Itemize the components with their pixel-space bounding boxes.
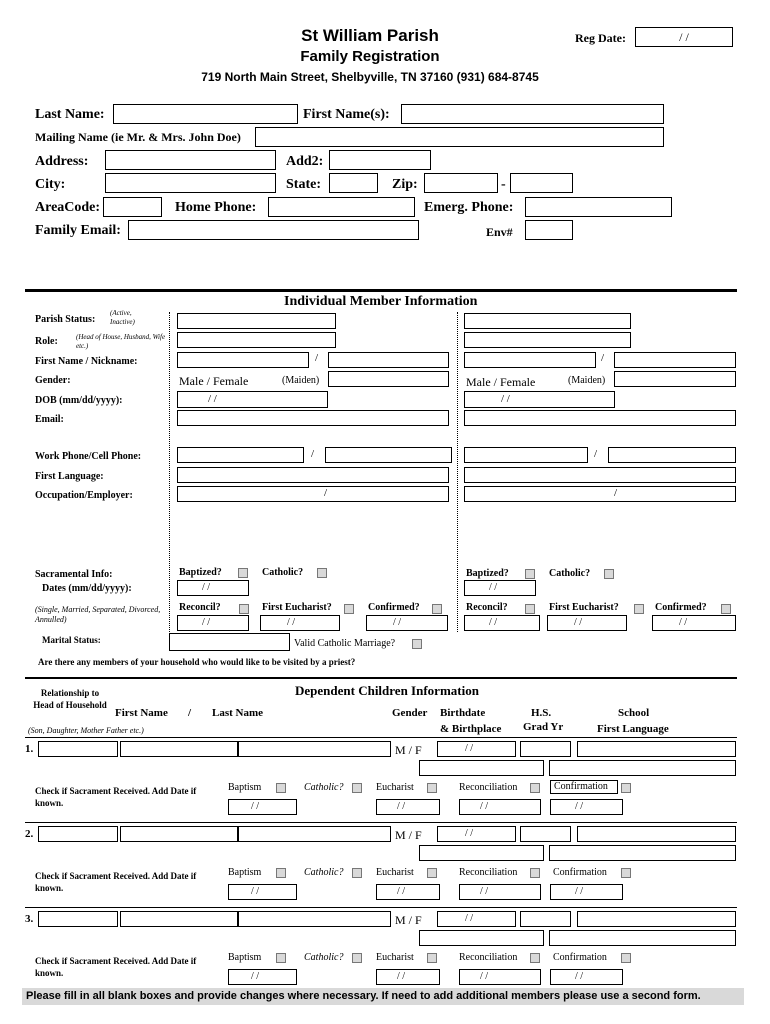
dependent-first-name-field[interactable] [120, 911, 238, 927]
reconcil-checkbox-2[interactable] [525, 604, 535, 614]
reconcil-checkbox[interactable] [239, 604, 249, 614]
confirmed-checkbox-2[interactable] [721, 604, 731, 614]
column-divider [169, 312, 170, 632]
dependent-gender-options[interactable]: M / F [395, 913, 422, 927]
baptized-checkbox[interactable] [238, 568, 248, 578]
confirmation-date-field[interactable]: / / [550, 884, 623, 900]
cell-phone-field[interactable] [325, 447, 452, 463]
dependent-birthplace-field[interactable] [419, 930, 544, 946]
first-name-field-2[interactable] [464, 352, 596, 368]
baptism-checkbox[interactable] [276, 783, 286, 793]
confirmation-checkbox[interactable] [621, 783, 631, 793]
confirmation-checkbox[interactable] [621, 953, 631, 963]
baptism-checkbox[interactable] [276, 868, 286, 878]
eucharist-checkbox[interactable] [427, 783, 437, 793]
confirmed-date-field-2[interactable]: / / [652, 615, 736, 631]
col-school: School [618, 707, 650, 719]
catholic-checkbox[interactable] [352, 783, 362, 793]
first-names-field[interactable] [401, 104, 664, 124]
role-field[interactable] [177, 332, 336, 348]
dob-label: DOB (mm/dd/yyyy): [35, 395, 123, 406]
catholic-checkbox[interactable] [352, 953, 362, 963]
confirmation-date-field[interactable]: / / [550, 799, 623, 815]
nickname-field-2[interactable] [614, 352, 736, 368]
dependent-last-name-field[interactable] [238, 911, 391, 927]
footer-note: Please fill in all blank boxes and provide changes where necessary. If need to add additional members please use a second form. [22, 988, 744, 1005]
address-field[interactable] [105, 150, 276, 170]
marital-status-field[interactable] [169, 633, 290, 651]
parish-status-field[interactable] [177, 313, 336, 329]
eucharist-date-field[interactable]: / / [376, 799, 440, 815]
dependent-school-field[interactable] [577, 741, 736, 757]
city-label: City: [35, 177, 66, 192]
dependent-gender-options[interactable]: M / F [395, 743, 422, 757]
dependent-grad-yr-field[interactable] [520, 741, 571, 757]
first-eucharist-label-2: First Eucharist? [549, 602, 619, 613]
parish-status-note: (Active, Inactive) [110, 309, 135, 326]
confirmation-label: Confirmation [553, 867, 607, 878]
baptism-checkbox[interactable] [276, 953, 286, 963]
dependent-birthplace-field[interactable] [419, 845, 544, 861]
occupation-field-2[interactable] [464, 486, 736, 502]
first-name-field[interactable] [177, 352, 309, 368]
dependent-relationship-field[interactable] [38, 911, 118, 927]
dependent-grad-yr-field[interactable] [520, 826, 571, 842]
maiden-label: (Maiden) [282, 375, 320, 386]
confirmed-label: Confirmed? [368, 602, 420, 613]
col-grad-yr: Grad Yr [523, 721, 564, 733]
col-first-name: First Name [115, 707, 168, 719]
maiden-name-field[interactable] [328, 371, 449, 387]
home-phone-field[interactable] [268, 197, 415, 217]
name-separator-2: / [601, 352, 605, 364]
occupation-field[interactable] [177, 486, 449, 502]
reconciliation-label: Reconciliation [459, 867, 518, 878]
env-field[interactable] [525, 220, 573, 240]
col-birthdate: Birthdate [440, 707, 486, 719]
baptism-date-field[interactable]: / / [228, 884, 297, 900]
catholic-checkbox[interactable] [317, 568, 327, 578]
zip-ext-field[interactable] [510, 173, 573, 193]
check-sacrament-text: Check if Sacrament Received. Add Date if known. [35, 956, 197, 978]
reg-date-field[interactable]: / / [635, 27, 733, 47]
page-title: St William Parish [301, 26, 439, 45]
dependent-language-field[interactable] [549, 845, 736, 861]
marital-status-label: Marital Status: [42, 635, 101, 645]
reg-date-label: Reg Date: [575, 31, 626, 45]
reconciliation-checkbox[interactable] [530, 953, 540, 963]
sacramental-info-label: Sacramental Info: [35, 569, 113, 580]
reconciliation-checkbox[interactable] [530, 783, 540, 793]
dependent-grad-yr-field[interactable] [520, 911, 571, 927]
row-divider [25, 822, 737, 823]
dependent-language-field[interactable] [549, 760, 736, 776]
col-birthplace: & Birthplace [440, 723, 502, 735]
confirmation-label: Confirmation [553, 952, 607, 963]
col-gender: Gender [392, 707, 428, 719]
family-email-field[interactable] [128, 220, 419, 240]
reconciliation-label: Reconciliation [459, 952, 518, 963]
visit-question: Are there any members of your household who would like to be visited by a priest? [38, 657, 356, 667]
reconciliation-checkbox[interactable] [530, 868, 540, 878]
eucharist-date-field[interactable]: / / [376, 884, 440, 900]
valid-marriage-label: Valid Catholic Marriage? [294, 638, 396, 649]
first-language-field[interactable] [177, 467, 449, 483]
area-code-field[interactable] [103, 197, 162, 217]
maiden-name-field-2[interactable] [614, 371, 736, 387]
dependent-birthdate-field[interactable]: / / [437, 826, 516, 842]
row-divider [25, 907, 737, 908]
page-subtitle: Family Registration [300, 48, 440, 65]
parish-address: 719 North Main Street, Shelbyville, TN 37160 (931) 684-8745 [201, 70, 539, 84]
first-language-field-2[interactable] [464, 467, 736, 483]
dependent-school-field[interactable] [577, 911, 736, 927]
col-relationship-note: (Son, Daughter, Mother Father etc.) [28, 726, 144, 735]
col-last-name: Last Name [212, 707, 264, 719]
zip-field[interactable] [424, 173, 498, 193]
dob-field-2[interactable]: / / [464, 391, 615, 408]
role-field-2[interactable] [464, 332, 631, 348]
env-label: Env# [486, 225, 513, 239]
occupation-label: Occupation/Employer: [35, 490, 133, 501]
add2-field[interactable] [329, 150, 431, 170]
col-slash: / [188, 707, 192, 719]
baptism-label: Baptism [228, 952, 262, 963]
name-separator: / [315, 352, 319, 364]
dependent-relationship-field[interactable] [38, 741, 118, 757]
dependent-birthdate-field[interactable]: / / [437, 911, 516, 927]
first-language-label: First Language: [35, 471, 104, 482]
individual-section-title: Individual Member Information [284, 294, 478, 309]
dependent-school-field[interactable] [577, 826, 736, 842]
baptized-checkbox-2[interactable] [525, 569, 535, 579]
column-divider [457, 312, 458, 632]
first-eucharist-checkbox[interactable] [344, 604, 354, 614]
state-field[interactable] [329, 173, 378, 193]
reconcil-date-field-2[interactable]: / / [464, 615, 540, 631]
col-first-language: First Language [597, 723, 669, 735]
baptism-date-field[interactable]: / / [228, 799, 297, 815]
confirmation-checkbox[interactable] [621, 868, 631, 878]
dependent-gender-options[interactable]: M / F [395, 828, 422, 842]
dependent-last-name-field[interactable] [238, 826, 391, 842]
work-phone-label: Work Phone/Cell Phone: [35, 451, 142, 462]
col-hs: H.S. [531, 707, 552, 719]
reconcil-label-2: Reconcil? [466, 602, 508, 613]
row-number: 2. [25, 828, 34, 840]
dependents-section-title: Dependent Children Information [295, 683, 479, 698]
gender-options-2[interactable]: Male / Female [466, 375, 536, 389]
work-phone-field-2[interactable] [464, 447, 588, 463]
reconciliation-label: Reconciliation [459, 782, 518, 793]
check-sacrament-text: Check if Sacrament Received. Add Date if known. [35, 786, 197, 808]
family-email-label: Family Email: [35, 223, 121, 238]
first-eucharist-label: First Eucharist? [262, 602, 332, 613]
catholic-label: Catholic? [304, 867, 344, 878]
home-phone-label: Home Phone: [175, 200, 257, 215]
zip-label: Zip: [392, 177, 418, 192]
reconcil-label: Reconcil? [179, 602, 221, 613]
eucharist-label: Eucharist [376, 867, 414, 878]
dependent-first-name-field[interactable] [120, 741, 238, 757]
role-note: (Head of House, Husband, Wife etc.) [76, 333, 166, 350]
dependent-first-name-field[interactable] [120, 826, 238, 842]
mailing-name-label: Mailing Name (ie Mr. & Mrs. John Doe) [35, 130, 241, 144]
emerg-phone-field[interactable] [525, 197, 672, 217]
email-field-2[interactable] [464, 410, 736, 426]
reconciliation-date-field[interactable]: / / [459, 884, 541, 900]
eucharist-date-field[interactable]: / / [376, 969, 440, 985]
city-field[interactable] [105, 173, 276, 193]
occupation-separator-2: / [614, 487, 618, 499]
col-relationship: Relationship to Head of Household [33, 688, 107, 710]
eucharist-checkbox[interactable] [427, 953, 437, 963]
check-sacrament-text: Check if Sacrament Received. Add Date if known. [35, 871, 197, 893]
reconciliation-date-field[interactable]: / / [459, 799, 541, 815]
catholic-label: Catholic? [262, 567, 304, 578]
eucharist-label: Eucharist [376, 782, 414, 793]
eucharist-date-field[interactable]: / / [260, 615, 340, 631]
catholic-label: Catholic? [304, 952, 344, 963]
baptized-label: Baptized? [179, 567, 222, 578]
cell-phone-field-2[interactable] [608, 447, 736, 463]
first-name-nick-label: First Name / Nickname: [35, 356, 138, 367]
reconcil-date-field[interactable]: / / [177, 615, 249, 631]
baptism-label: Baptism [228, 782, 262, 793]
emerg-phone-label: Emerg. Phone: [424, 200, 514, 215]
work-phone-field[interactable] [177, 447, 304, 463]
row-number: 3. [25, 913, 34, 925]
occupation-separator: / [324, 487, 328, 499]
gender-options[interactable]: Male / Female [179, 374, 249, 388]
dependent-last-name-field[interactable] [238, 741, 391, 757]
address-label: Address: [35, 154, 89, 169]
confirmed-label-2: Confirmed? [655, 602, 707, 613]
confirmation-date-field[interactable]: / / [550, 969, 623, 985]
row-number: 1. [25, 743, 34, 755]
baptism-label: Baptism [228, 867, 262, 878]
baptism-date-field[interactable]: / / [228, 969, 297, 985]
zip-dash: - [501, 177, 506, 192]
section-divider [25, 289, 737, 292]
confirmation-label: Confirmation [550, 780, 618, 794]
eucharist-label: Eucharist [376, 952, 414, 963]
reconciliation-date-field[interactable]: / / [459, 969, 541, 985]
catholic-label: Catholic? [304, 782, 344, 793]
baptism-date-field-2[interactable]: / / [464, 580, 536, 596]
dependent-birthdate-field[interactable]: / / [437, 741, 516, 757]
parish-status-field-2[interactable] [464, 313, 631, 329]
phone-separator-2: / [594, 448, 598, 460]
dob-field[interactable]: / / [177, 391, 328, 408]
mailing-name-field[interactable] [255, 127, 664, 147]
row-divider [25, 737, 737, 738]
maiden-label-2: (Maiden) [568, 375, 606, 386]
section-divider [25, 677, 737, 679]
parish-status-label: Parish Status: [35, 314, 96, 325]
dependent-birthplace-field[interactable] [419, 760, 544, 776]
dependent-relationship-field[interactable] [38, 826, 118, 842]
add2-label: Add2: [286, 154, 324, 169]
last-name-label: Last Name: [35, 107, 105, 122]
dependent-language-field[interactable] [549, 930, 736, 946]
baptized-label-2: Baptized? [466, 568, 509, 579]
confirmed-date-field[interactable]: / / [366, 615, 448, 631]
area-code-label: AreaCode: [35, 200, 101, 215]
eucharist-date-field-2[interactable]: / / [547, 615, 627, 631]
email-field[interactable] [177, 410, 449, 426]
nickname-field[interactable] [328, 352, 449, 368]
first-eucharist-checkbox-2[interactable] [634, 604, 644, 614]
valid-marriage-checkbox[interactable] [412, 639, 422, 649]
confirmed-checkbox[interactable] [432, 604, 442, 614]
role-label: Role: [35, 336, 58, 347]
catholic-label-2: Catholic? [549, 568, 591, 579]
email-label: Email: [35, 414, 64, 425]
phone-separator: / [311, 448, 315, 460]
catholic-checkbox[interactable] [352, 868, 362, 878]
state-label: State: [286, 177, 321, 192]
last-name-field[interactable] [113, 104, 298, 124]
gender-label: Gender: [35, 375, 71, 386]
marital-note: (Single, Married, Separated, Divorced, Annulled) [35, 605, 161, 624]
catholic-checkbox-2[interactable] [604, 569, 614, 579]
baptism-date-field[interactable]: / / [177, 580, 249, 596]
first-names-label: First Name(s): [303, 107, 390, 122]
eucharist-checkbox[interactable] [427, 868, 437, 878]
sacrament-dates-label: Dates (mm/dd/yyyy): [42, 583, 132, 594]
